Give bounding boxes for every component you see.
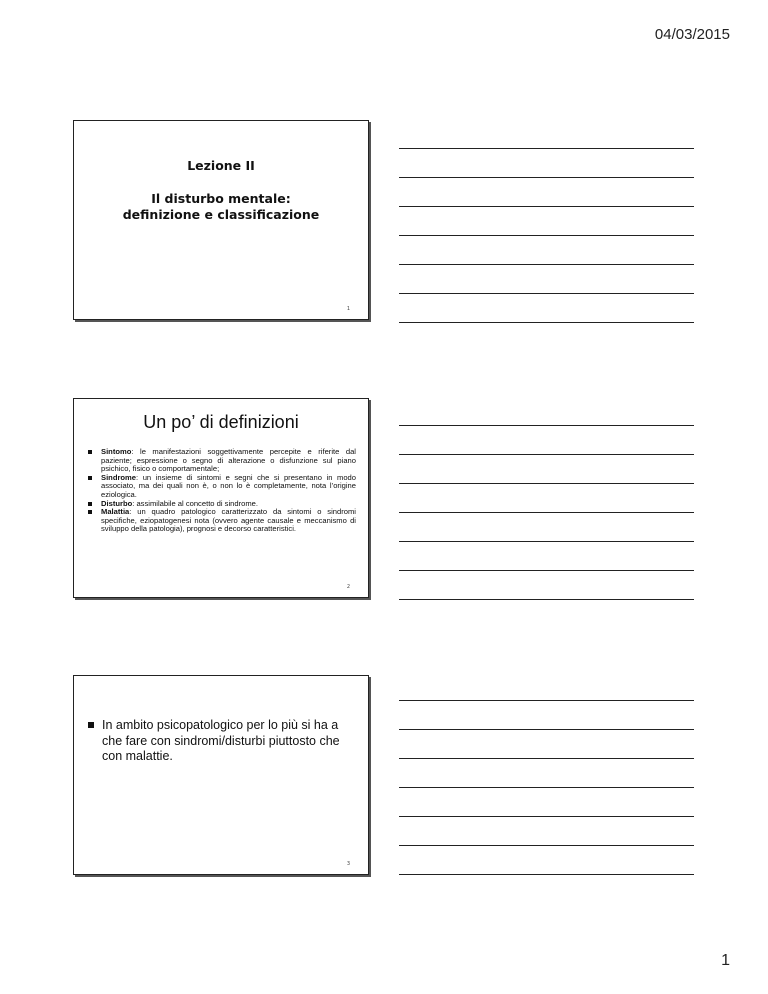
slide-1-subtitle-line: definizione e classificazione (122, 207, 320, 222)
slide-1 (73, 120, 369, 320)
note-line (399, 264, 694, 265)
note-line (399, 845, 694, 846)
note-line (399, 425, 694, 426)
definition-item (88, 448, 356, 474)
definition-item (88, 508, 356, 534)
definition-term: Sintomo (101, 447, 132, 456)
square-bullet-icon (88, 502, 92, 506)
print-date: 04/03/2015 (654, 26, 730, 43)
slide-2-title: Un po’ di definizioni (143, 412, 299, 432)
slide-1-subtitle-line: Il disturbo mentale: (151, 191, 291, 206)
slide-3 (73, 675, 369, 875)
definition-term: Disturbo (101, 498, 133, 508)
definition-term: Malattia (101, 507, 130, 517)
note-line (399, 599, 694, 600)
note-line (399, 729, 694, 730)
slide-2-number: 2 (346, 584, 350, 590)
note-line (399, 177, 694, 178)
definition-text: : un quadro patologico caratterizzato da sintomi o sindromi specifiche, eziopatogenesi nota (ovvero agente causale e meccanismo di sviluppo della patologia), prognosi e decorso caratteristici. (101, 507, 356, 534)
slide-1-number: 1 (346, 306, 350, 312)
note-line (399, 816, 694, 817)
list-item (88, 718, 354, 765)
square-bullet-icon (88, 450, 92, 454)
slide-2 (73, 398, 369, 598)
list-item-text: In ambito psicopatologico per lo più si ha a che fare con sindromi/disturbi piuttosto che con malattie. (102, 718, 340, 763)
note-line (399, 787, 694, 788)
definition-text: : un insieme di sintomi e segni che si presentano in modo associato, ma dei quali non è, o non lo è completamente, nota l’origine eziologica. (101, 472, 356, 499)
definitions-list (88, 448, 356, 534)
note-line (399, 483, 694, 484)
slide-3-list (88, 718, 354, 765)
definition-text: : le manifestazioni soggettivamente percepite e riferite dal paziente; espressione o segno di alterazione o disfunzione sul piano psichico, fisico o comportamentale; (101, 447, 356, 474)
note-line (399, 322, 694, 323)
note-line (399, 293, 694, 294)
note-line (399, 700, 694, 701)
slide-1-subtitle (74, 191, 368, 223)
definition-text: : assimilabile al concetto di sindrome. (132, 498, 258, 508)
definition-term: Sindrome (101, 472, 137, 482)
note-line (399, 874, 694, 875)
note-line (399, 541, 694, 542)
slide-1-title: Lezione II (187, 158, 255, 173)
definition-item (88, 474, 356, 500)
note-line (399, 148, 694, 149)
note-line (399, 235, 694, 236)
note-line (399, 570, 694, 571)
square-bullet-icon (88, 510, 92, 514)
note-line (399, 206, 694, 207)
page-number: 1 (721, 952, 730, 969)
square-bullet-icon (88, 722, 94, 728)
note-line (399, 512, 694, 513)
slide-3-number: 3 (346, 861, 350, 867)
note-line (399, 758, 694, 759)
note-line (399, 454, 694, 455)
square-bullet-icon (88, 476, 92, 480)
